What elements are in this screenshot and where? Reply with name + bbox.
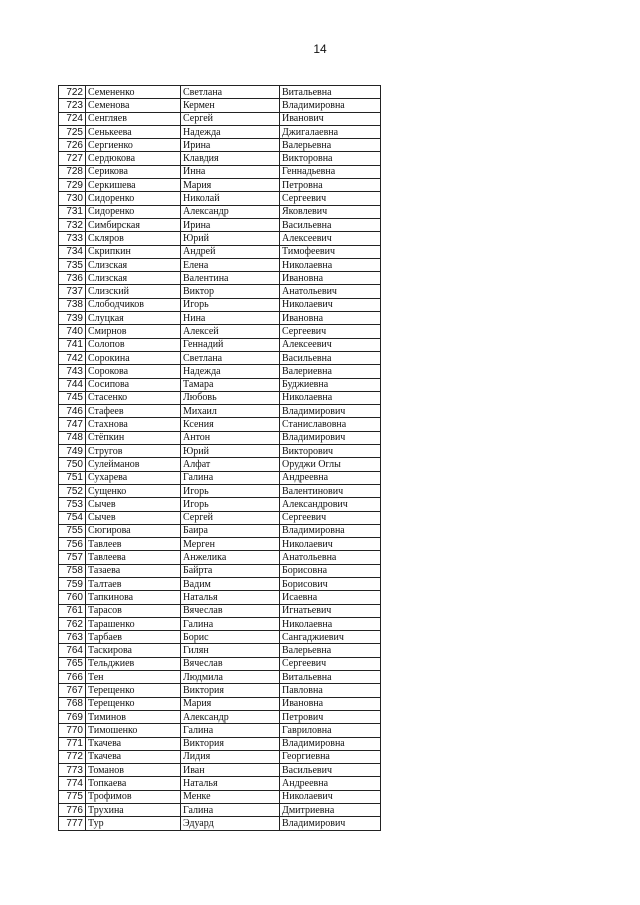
table-row (59, 631, 381, 644)
first-name-cell: Игорь (181, 498, 280, 511)
table-row (59, 351, 381, 364)
patronymic-cell: Николаевич (280, 298, 381, 311)
table-body (59, 86, 381, 831)
row-number-cell: 757 (59, 551, 86, 564)
patronymic-cell: Георгиевна (280, 750, 381, 763)
row-number-cell: 730 (59, 192, 86, 205)
surname-cell: Стафеев (86, 405, 181, 418)
surname-cell: Сюгирова (86, 524, 181, 537)
surname-cell: Семенова (86, 99, 181, 112)
surname-cell: Тарашенко (86, 617, 181, 630)
table-row (59, 445, 381, 458)
row-number-cell: 754 (59, 511, 86, 524)
patronymic-cell: Сергеевич (280, 657, 381, 670)
table-row (59, 764, 381, 777)
first-name-cell: Антон (181, 431, 280, 444)
patronymic-cell: Николаевна (280, 617, 381, 630)
first-name-cell: Галина (181, 471, 280, 484)
row-number-cell: 738 (59, 298, 86, 311)
row-number-cell: 774 (59, 777, 86, 790)
row-number-cell: 726 (59, 139, 86, 152)
surname-cell: Сосипова (86, 378, 181, 391)
surname-cell: Тиминов (86, 710, 181, 723)
table-row (59, 205, 381, 218)
surname-cell: Тарбаев (86, 631, 181, 644)
row-number-cell: 727 (59, 152, 86, 165)
patronymic-cell: Владимирович (280, 405, 381, 418)
first-name-cell: Кермен (181, 99, 280, 112)
row-number-cell: 732 (59, 218, 86, 231)
row-number-cell: 746 (59, 405, 86, 418)
surname-cell: Смирнов (86, 325, 181, 338)
patronymic-cell: Витальевна (280, 671, 381, 684)
table-row (59, 511, 381, 524)
first-name-cell: Анжелика (181, 551, 280, 564)
patronymic-cell: Тимофеевич (280, 245, 381, 258)
first-name-cell: Алфат (181, 458, 280, 471)
table-row (59, 325, 381, 338)
patronymic-cell: Васильевич (280, 764, 381, 777)
row-number-cell: 749 (59, 445, 86, 458)
table-row (59, 458, 381, 471)
patronymic-cell: Сангаджиевич (280, 631, 381, 644)
row-number-cell: 723 (59, 99, 86, 112)
surname-cell: Сенькеева (86, 125, 181, 138)
patronymic-cell: Валериевна (280, 365, 381, 378)
patronymic-cell: Оруджи Оглы (280, 458, 381, 471)
row-number-cell: 760 (59, 591, 86, 604)
patronymic-cell: Ивановна (280, 312, 381, 325)
surname-cell: Терещенко (86, 684, 181, 697)
surname-cell: Слизская (86, 272, 181, 285)
surname-cell: Сердюкова (86, 152, 181, 165)
surname-cell: Тапкинова (86, 591, 181, 604)
row-number-cell: 766 (59, 671, 86, 684)
table-row (59, 338, 381, 351)
surname-cell: Ткачева (86, 737, 181, 750)
first-name-cell: Байрта (181, 564, 280, 577)
first-name-cell: Надежда (181, 125, 280, 138)
row-number-cell: 735 (59, 258, 86, 271)
first-name-cell: Юрий (181, 445, 280, 458)
table-row (59, 750, 381, 763)
table-row (59, 724, 381, 737)
first-name-cell: Вячеслав (181, 657, 280, 670)
surname-cell: Сычев (86, 498, 181, 511)
surname-cell: Сергиенко (86, 139, 181, 152)
patronymic-cell: Дмитриевна (280, 804, 381, 817)
row-number-cell: 733 (59, 232, 86, 245)
row-number-cell: 777 (59, 817, 86, 830)
surname-cell: Тен (86, 671, 181, 684)
patronymic-cell: Викторовна (280, 152, 381, 165)
surname-cell: Томанов (86, 764, 181, 777)
surname-cell: Сорокина (86, 351, 181, 364)
surname-cell: Тазаева (86, 564, 181, 577)
first-name-cell: Любовь (181, 391, 280, 404)
row-number-cell: 722 (59, 86, 86, 99)
table-row (59, 272, 381, 285)
first-name-cell: Игорь (181, 298, 280, 311)
first-name-cell: Клавдия (181, 152, 280, 165)
surname-cell: Стасенко (86, 391, 181, 404)
patronymic-cell: Алексеевич (280, 338, 381, 351)
patronymic-cell: Павловна (280, 684, 381, 697)
patronymic-cell: Владимировна (280, 737, 381, 750)
first-name-cell: Вадим (181, 577, 280, 590)
row-number-cell: 771 (59, 737, 86, 750)
patronymic-cell: Исаевна (280, 591, 381, 604)
patronymic-cell: Валентинович (280, 484, 381, 497)
surname-cell: Семененко (86, 86, 181, 99)
patronymic-cell: Иванович (280, 112, 381, 125)
first-name-cell: Михаил (181, 405, 280, 418)
table-row (59, 285, 381, 298)
first-name-cell: Андрей (181, 245, 280, 258)
row-number-cell: 763 (59, 631, 86, 644)
table-row (59, 405, 381, 418)
table-row (59, 817, 381, 830)
table-row (59, 697, 381, 710)
table-row (59, 139, 381, 152)
table-row (59, 564, 381, 577)
surname-cell: Тур (86, 817, 181, 830)
patronymic-cell: Владимирович (280, 431, 381, 444)
surname-cell: Трухина (86, 804, 181, 817)
row-number-cell: 741 (59, 338, 86, 351)
patronymic-cell: Станиславовна (280, 418, 381, 431)
first-name-cell: Виктория (181, 684, 280, 697)
patronymic-cell: Васильевна (280, 218, 381, 231)
table-row (59, 258, 381, 271)
row-number-cell: 734 (59, 245, 86, 258)
first-name-cell: Баира (181, 524, 280, 537)
first-name-cell: Мерген (181, 538, 280, 551)
name-list-table (58, 85, 381, 831)
table-row (59, 577, 381, 590)
surname-cell: Сидоренко (86, 192, 181, 205)
surname-cell: Стахнова (86, 418, 181, 431)
table-row (59, 604, 381, 617)
first-name-cell: Ксения (181, 418, 280, 431)
first-name-cell: Эдуард (181, 817, 280, 830)
first-name-cell: Мария (181, 697, 280, 710)
table-row (59, 538, 381, 551)
first-name-cell: Лидия (181, 750, 280, 763)
table-row (59, 365, 381, 378)
surname-cell: Тавлеева (86, 551, 181, 564)
first-name-cell: Галина (181, 724, 280, 737)
table-row (59, 125, 381, 138)
patronymic-cell: Ивановна (280, 272, 381, 285)
first-name-cell: Светлана (181, 86, 280, 99)
surname-cell: Слизский (86, 285, 181, 298)
first-name-cell: Николай (181, 192, 280, 205)
patronymic-cell: Анатольевич (280, 285, 381, 298)
row-number-cell: 745 (59, 391, 86, 404)
surname-cell: Сенгляев (86, 112, 181, 125)
table-row (59, 245, 381, 258)
page-number: 14 (313, 42, 327, 56)
patronymic-cell: Владимирович (280, 817, 381, 830)
patronymic-cell: Алексеевич (280, 232, 381, 245)
first-name-cell: Виктория (181, 737, 280, 750)
first-name-cell: Менке (181, 790, 280, 803)
surname-cell: Тавлеев (86, 538, 181, 551)
patronymic-cell: Николаевич (280, 538, 381, 551)
row-number-cell: 725 (59, 125, 86, 138)
surname-cell: Солопов (86, 338, 181, 351)
patronymic-cell: Владимировна (280, 524, 381, 537)
patronymic-cell: Валерьевна (280, 139, 381, 152)
patronymic-cell: Викторович (280, 445, 381, 458)
surname-cell: Слизская (86, 258, 181, 271)
surname-cell: Сычев (86, 511, 181, 524)
patronymic-cell: Валерьевна (280, 644, 381, 657)
row-number-cell: 737 (59, 285, 86, 298)
first-name-cell: Нина (181, 312, 280, 325)
row-number-cell: 753 (59, 498, 86, 511)
table-row (59, 644, 381, 657)
row-number-cell: 742 (59, 351, 86, 364)
row-number-cell: 758 (59, 564, 86, 577)
patronymic-cell: Сергеевич (280, 192, 381, 205)
first-name-cell: Тамара (181, 378, 280, 391)
surname-cell: Сухарева (86, 471, 181, 484)
first-name-cell: Ирина (181, 218, 280, 231)
surname-cell: Тимошенко (86, 724, 181, 737)
first-name-cell: Галина (181, 617, 280, 630)
row-number-cell: 751 (59, 471, 86, 484)
row-number-cell: 729 (59, 179, 86, 192)
surname-cell: Тарасов (86, 604, 181, 617)
row-number-cell: 764 (59, 644, 86, 657)
surname-cell: Ткачева (86, 750, 181, 763)
surname-cell: Топкаева (86, 777, 181, 790)
row-number-cell: 759 (59, 577, 86, 590)
table-row (59, 99, 381, 112)
surname-cell: Слободчиков (86, 298, 181, 311)
patronymic-cell: Сергеевич (280, 325, 381, 338)
surname-cell: Слуцкая (86, 312, 181, 325)
patronymic-cell: Джигалаевна (280, 125, 381, 138)
table-row (59, 777, 381, 790)
row-number-cell: 765 (59, 657, 86, 670)
table-row (59, 152, 381, 165)
patronymic-cell: Владимировна (280, 99, 381, 112)
patronymic-cell: Яковлевич (280, 205, 381, 218)
row-number-cell: 756 (59, 538, 86, 551)
table-row (59, 378, 381, 391)
first-name-cell: Борис (181, 631, 280, 644)
table-row (59, 804, 381, 817)
row-number-cell: 744 (59, 378, 86, 391)
surname-cell: Талтаев (86, 577, 181, 590)
table-row (59, 179, 381, 192)
table-row (59, 524, 381, 537)
surname-cell: Симбирская (86, 218, 181, 231)
first-name-cell: Виктор (181, 285, 280, 298)
table-row (59, 391, 381, 404)
first-name-cell: Юрий (181, 232, 280, 245)
row-number-cell: 769 (59, 710, 86, 723)
patronymic-cell: Буджиевна (280, 378, 381, 391)
surname-cell: Сущенко (86, 484, 181, 497)
surname-cell: Стругов (86, 445, 181, 458)
first-name-cell: Вячеслав (181, 604, 280, 617)
row-number-cell: 739 (59, 312, 86, 325)
first-name-cell: Александр (181, 710, 280, 723)
first-name-cell: Иван (181, 764, 280, 777)
surname-cell: Серикова (86, 165, 181, 178)
table-row (59, 218, 381, 231)
row-number-cell: 747 (59, 418, 86, 431)
table-row (59, 192, 381, 205)
row-number-cell: 775 (59, 790, 86, 803)
first-name-cell: Валентина (181, 272, 280, 285)
first-name-cell: Сергей (181, 511, 280, 524)
patronymic-cell: Геннадьевна (280, 165, 381, 178)
row-number-cell: 743 (59, 365, 86, 378)
patronymic-cell: Борисович (280, 577, 381, 590)
table-row (59, 165, 381, 178)
patronymic-cell: Анатольевна (280, 551, 381, 564)
table-row (59, 657, 381, 670)
patronymic-cell: Игнатьевич (280, 604, 381, 617)
surname-cell: Сорокова (86, 365, 181, 378)
first-name-cell: Гилян (181, 644, 280, 657)
row-number-cell: 731 (59, 205, 86, 218)
first-name-cell: Галина (181, 804, 280, 817)
row-number-cell: 755 (59, 524, 86, 537)
first-name-cell: Елена (181, 258, 280, 271)
table-row (59, 298, 381, 311)
patronymic-cell: Петровна (280, 179, 381, 192)
row-number-cell: 761 (59, 604, 86, 617)
surname-cell: Серкишева (86, 179, 181, 192)
row-number-cell: 736 (59, 272, 86, 285)
surname-cell: Тельджиев (86, 657, 181, 670)
row-number-cell: 773 (59, 764, 86, 777)
row-number-cell: 752 (59, 484, 86, 497)
surname-cell: Сидоренко (86, 205, 181, 218)
first-name-cell: Ирина (181, 139, 280, 152)
row-number-cell: 750 (59, 458, 86, 471)
first-name-cell: Алексей (181, 325, 280, 338)
table-row (59, 551, 381, 564)
patronymic-cell: Борисовна (280, 564, 381, 577)
surname-cell: Трофимов (86, 790, 181, 803)
row-number-cell: 740 (59, 325, 86, 338)
patronymic-cell: Ивановна (280, 697, 381, 710)
patronymic-cell: Сергеевич (280, 511, 381, 524)
row-number-cell: 776 (59, 804, 86, 817)
row-number-cell: 728 (59, 165, 86, 178)
patronymic-cell: Николаевна (280, 391, 381, 404)
table-row (59, 484, 381, 497)
patronymic-cell: Гавриловна (280, 724, 381, 737)
row-number-cell: 768 (59, 697, 86, 710)
row-number-cell: 767 (59, 684, 86, 697)
first-name-cell: Светлана (181, 351, 280, 364)
table-row (59, 471, 381, 484)
table-row (59, 684, 381, 697)
first-name-cell: Мария (181, 179, 280, 192)
patronymic-cell: Николаевна (280, 258, 381, 271)
table-row (59, 710, 381, 723)
first-name-cell: Надежда (181, 365, 280, 378)
row-number-cell: 748 (59, 431, 86, 444)
first-name-cell: Игорь (181, 484, 280, 497)
table-row (59, 498, 381, 511)
surname-cell: Терещенко (86, 697, 181, 710)
row-number-cell: 770 (59, 724, 86, 737)
table-row (59, 617, 381, 630)
table-row (59, 737, 381, 750)
row-number-cell: 724 (59, 112, 86, 125)
table-row (59, 86, 381, 99)
row-number-cell: 772 (59, 750, 86, 763)
table-row (59, 671, 381, 684)
table-row (59, 112, 381, 125)
first-name-cell: Геннадий (181, 338, 280, 351)
patronymic-cell: Петрович (280, 710, 381, 723)
surname-cell: Стёпкин (86, 431, 181, 444)
row-number-cell: 762 (59, 617, 86, 630)
patronymic-cell: Васильевна (280, 351, 381, 364)
first-name-cell: Инна (181, 165, 280, 178)
table-row (59, 232, 381, 245)
first-name-cell: Наталья (181, 777, 280, 790)
table-row (59, 312, 381, 325)
patronymic-cell: Александрович (280, 498, 381, 511)
surname-cell: Таскирова (86, 644, 181, 657)
first-name-cell: Наталья (181, 591, 280, 604)
patronymic-cell: Андреевна (280, 777, 381, 790)
first-name-cell: Людмила (181, 671, 280, 684)
table-row (59, 418, 381, 431)
first-name-cell: Александр (181, 205, 280, 218)
patronymic-cell: Андреевна (280, 471, 381, 484)
table-row (59, 790, 381, 803)
surname-cell: Скрипкин (86, 245, 181, 258)
first-name-cell: Сергей (181, 112, 280, 125)
table-row (59, 591, 381, 604)
patronymic-cell: Витальевна (280, 86, 381, 99)
patronymic-cell: Николаевич (280, 790, 381, 803)
surname-cell: Сулейманов (86, 458, 181, 471)
table-row (59, 431, 381, 444)
surname-cell: Скляров (86, 232, 181, 245)
